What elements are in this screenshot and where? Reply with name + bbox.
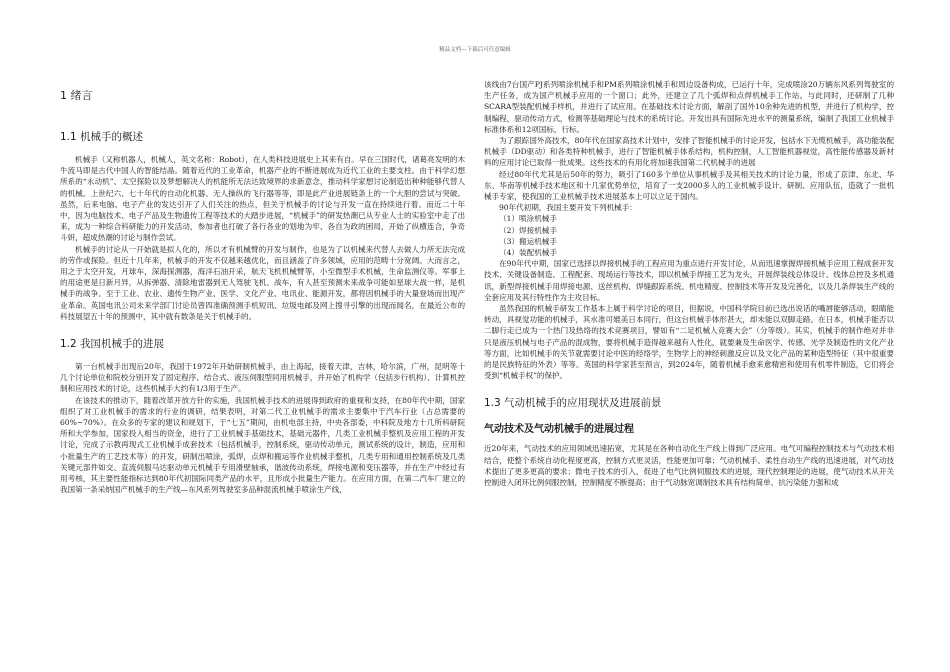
paragraph: 机械手的讨论从一开始就是拟人化的，所以才有机械臂的开发与制作，也是为了以机械来代替人去做人力所无法完成的劳作或探险。但近十几年来，机械手的开发不仅越来越优化，而且涵盖了许多领域，应用的范畴十分宽阔。大而言之，用之于太空开发，月球车，深海探测器，海洋石油开采，航天飞机机械臂等，小至微型手术机械，生命监测仪等。军事上的用途更是日新月异，从拆弹器、清除地雷器到无人驾驶飞机、战车，有人甚至预测未来战争可能如星球大战一样，是机械手的战争。至于工业、农业、遗传生物产业、医学、文化产业、电讯业、能源开发，都将因机械手的大量登场而出现产业革命。英国电讯公司未来学部门讨论员曾四准确预测手机短讯、垃圾电邮及网上搜寻引擎的出现而闻名，在最近公布的科技展望五十年的预测中，其中就有数条是关于机械手的。 (60, 244, 465, 321)
paragraph: 在该技术的推动下，随着改革开放方针的实施，我国机械手技术的进展得到政府的重视和支持，在80年代中期，国家组织了对工业机械手的需求的行业的调研，结果表明，对第二代工业机械手的需求主要集中于汽车行业（占总需要的60%~70%）。在众多的专家的建议和规划下，于“七五”期间，由机电部主持，中央各部委，中科院及地方十几所科研院所和大学参加，国家投入相当的资金，进行了工业机械手基础技术，基础元器件，几类工业机械手整机及应用工程的开发讨论，完成了示教再现式工业机械手成套技术（包括机械手，控制系统，驱动传动单元，测试系统的设计，制造，应用和小批量生产的工艺技术等）的开发，研制出喷涂，弧焊，点焊和搬运等作业机械手整机，几类专用和通用控制系统及几类关键元部件如交、直流伺服马达驱动单元机械手专用滑壁轴承，谐波传动系统，焊接电源和变压器等，并在生产中经过有用考核，其主要性能指标达到80年代初国际同类产品的水平，且形成小批量生产能力。在应用方面，在第二汽车厂建立的我国第一条采纳国产机械手的生产线—东风系列驾驶室多品种混流机械手喷涂生产线， (60, 395, 465, 495)
right-column (484, 79, 894, 488)
list-item: （4）装配机械手 (499, 248, 557, 258)
page-header: 精品文档---下载后可任意编辑 (439, 47, 511, 53)
section-heading-1: 1 绪言 (60, 89, 93, 102)
paragraph: 机械手（又称机器人，机械人，英文名称：Robot），在人类科技进展史上其来有自。早在三国时代，诸葛亮发明的木牛流马即是古代中国人的智能结晶。随着近代的工业革命，机器产业的不断进展成为近代工业的主要支柱。由于科学幻想所系的“永动机”、太空探险以及梦想解决人的机能所无法达致境界的求新意念，推动科学家想讨论制造出种种能够代替人的机械。上世纪六、七十年代的自动化机器、无人操纵的飞行器等等，即是此产业进展链条上的一个大胆的尝试与突破。虽然，后来电脑、电子产业的发达引开了人们关注的热点，但关于机械手的讨论与开发一直在持续进行着。而近二十年中，因为电脑技术、电子产品及生物遗传工程等技术的大踏步进展，“机械手”的研发热潮已从专业人士的实验室中走了出来，成为一种综合科研能力的开发活动，参加者也打破了各行各业的划地为牢、各自为政的困局，开始了纵横连合，争奇斗妍，超成热潮的讨论与制作尝试。 (60, 155, 465, 243)
paragraph: 该线由7台国产PJ系列喷涂机械手和PM系列喷涂机械手和周边设备构成，已运行十年，完成喷涂20万辆东风系列驾驶室的生产任务，成为国产机械手应用的一个窗口；此外，还建立了几个弧焊和点焊机械手工作站。与此同时，还研制了几种SCARA型装配机械手样机，并进行了试应用。在基础技术讨论方面，解剖了国外10余种先进的机型，并进行了机构学，控制编程，驱动传动方式，检测等基础理论与技术的系统讨论。开发出具有国际先进水平的测量系统，编制了我国工业机械手标准体系和12项国标，行标。 (484, 80, 894, 134)
paragraph: 90年代初期，我国主要开发下列机械手： (499, 203, 637, 213)
left-column (60, 74, 465, 495)
paragraph: 在90年代中期，国家已选择以焊接机械手的工程应用为重点进行开发讨论，从而迅速掌握焊接机械手应用工程成套开发技术、关键设备制造、工程配套、现场运行等技术，即以机械手焊接工艺为龙头，开展焊装线总体设计、线体总控及多机通讯，新型焊接机械手用焊接电源、送丝机构、焊缝跟踪系统、机电精度、控制技术等开发及完善化，以及几条焊装生产线的全套应用及其行特性作为主攻目标。 (484, 259, 894, 302)
paragraph: 虽然我国的机械手研发工作基本上属于科学讨论的项目，但据说，中国科学院目前已选出说话的嘴唇能够活动，眼睛能转动，具视觉功能的机械手，其水准可媲美日本同行，但这台机械手体形甚大，却未能以双脚走路。在日本，机械手能否以二脚行走已成为一个热门及热络的技术竞赛项目，譬如有“二足机械人竞赛大会”（分等级）。其实，机械手的制作绝对并非只是液压机械与电子产品的混成物，要将机械手造得越来越有人性化，就要兼及生命医学、传感、光学及制造性的文化产业等方面，比如机械手的关节就需要讨论中医的经络学，生物学上的神经刺激反应以及文化产品的某种造型特征（其中很重要的是民族特征的外表）等等。英国的科学家甚至预言，到2024年，随着机械手愈来愈精密和使用有机零件制造，它们将会受到“机械手权”的保护。 (484, 304, 894, 381)
section-heading-1-3: 1.3 气动机械手的应用现状及进展前景 (484, 397, 662, 410)
list-item: （1）喷涂机械手 (499, 214, 557, 224)
paragraph: 第一台机械手出现后20年，我国于1972年开始研制机械手，由上海起，接着天津，吉林，哈尔滨，广州，昆明等十几个讨论单位和院校分别开发了固定程序、结合式、液压伺服型同用机械手，并开始了机构学（包括步行机构）、计算机控制和应用技术的讨论，这些机械手大约有1/3用于生产。 (60, 362, 465, 394)
robot-type-list (484, 213, 894, 258)
section-heading-1-2: 1.2 我国机械手的进展 (60, 338, 165, 351)
section-heading-1-1: 1.1 机械手的概述 (60, 131, 144, 143)
paragraph: 经过80年代尤其是后50年的努力，吸引了160多个单位从事机械手及其相关技术的讨论力量，形成了京津、东北、华东、华南等机械手技术地区和十几家优势单位，培育了一支2000多人的工业机械手设计、研制、应用队伍，造就了一批机械手专家，使我国的工业机械手技术进展基本上可以立足于国内。 (484, 169, 894, 202)
list-item: （3）搬运机械手 (499, 236, 557, 246)
subsection-heading: 气动技术及气动机械手的进展过程 (484, 424, 634, 436)
list-item: （2）焊接机械手 (499, 225, 557, 235)
paragraph: 为了跟踪国外高技术，80年代在国家高技术计划中，安排了智能机械手的讨论开发，包括水下无缆机械手，高功能装配机械手（DD驱动）和各类特种机械手，进行了智能机械手体系结构，机构控制，人工智能机器视觉，高性能传感器及新材料的应用讨论已取得一批成果。这些技术的有用化将加速我国第二代机械手的进展 (484, 136, 894, 168)
paragraph: 近20年来，气动技术的应用领域迅速拓宽，尤其是在各种自动化生产线上得到广泛应用。电气可编程控制技术与气动技术相结合，使整个系统自动化程度更高，控制方式更灵活，性能更加可靠；气动机械手、柔性自动生产线的迅速进展，对气动技术提出了更多更高的要求；微电子技术的引入，促进了电气比例伺服技术的进展，现代控制理论的进展，使气动技术从开关控制进入闭环比例伺服控制，控制精度不断提高；由于气动脉宽调制技术具有结构简单、抗污染能力强和成 (484, 444, 894, 488)
